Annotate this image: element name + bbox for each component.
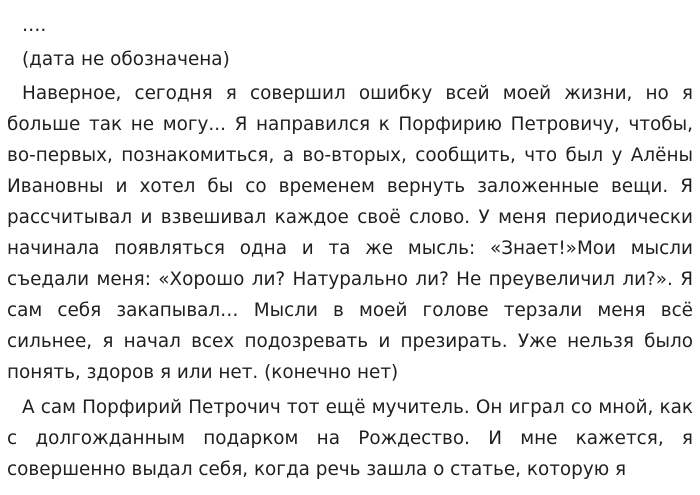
date-note: (дата не обозначена) (22, 49, 230, 70)
ellipsis-line: …. (22, 15, 47, 36)
paragraph: А сам Порфирий Петрочич тот ещё мучитель. Он играл со мной, как с долгожданным подарком на Рождество. И мне кажется, я совершенно выдал себя, когда речь зашла о статье, которую я (7, 397, 693, 480)
paragraph: Наверное, сегодня я совершил ошибку всей моей жизни, но я больше так не могу... Я направился к Порфирию Петровичу, чтобы, во-первых, познакомиться, а во-вторых, сообщить, что был у Алёны Ивановны и хотел бы со временем вернуть заложенные вещи. Я рассчитывал и взвешивал каждое своё слово. У меня периодически начинала появляться одна и та же мысль: «Знает!»Мои мысли съедали меня: «Хорошо ли? Натурально ли? Не преувеличил ли?». Я сам себя закапывал… Мысли в моей голове терзали меня всё сильнее, я начал всех подозревать и презирать. Уже нельзя было понять, здоров я или нет. (конечно нет) (7, 83, 693, 383)
